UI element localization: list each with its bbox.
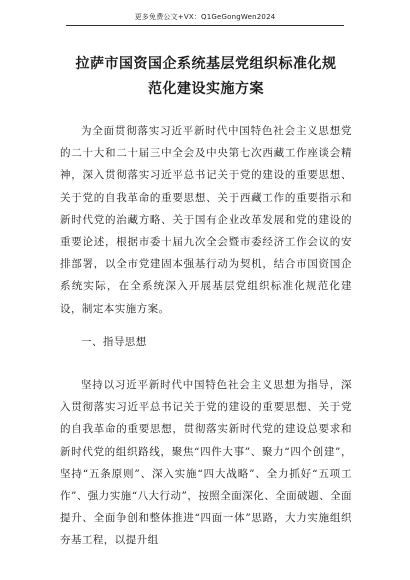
header-note: 更多免费公文+VX：Q1GeGongWen2024 bbox=[134, 13, 276, 21]
section-heading-guiding-ideology: 一、指导思想 bbox=[81, 336, 147, 348]
document-title: 拉萨市国资国企系统基层党组织标准化规范化建设实施方案 bbox=[75, 56, 337, 97]
guiding-ideology-paragraph: 坚持以习近平新时代中国特色社会主义思想为指导，深入贯彻落实习近平总书记关于党的建设的重要思想、关于党的自我革命的重要思想，贯彻落实新时代党的建设总要求和新时代党的组织路线，聚焦“四件大事”、聚力“四个创建”，坚持“五条原则”、深入实施“四大战略”、全力抓好“五项工作”、强力实施“八大行动”，按照全面深化、全面破题、全面提升、全面争创和整体推进“四面一体”思路，大力实施组织夯基工程，以提升组 bbox=[60, 379, 352, 547]
intro-paragraph: 为全面贯彻落实习近平新时代中国特色社会主义思想党的二十大和二十届三中全会及中央第七次西藏工作座谈会精神，深入贯彻落实习近平总书记关于党的建设的重要思想、关于党的自我革命的重要思想、关于西藏工作的重要指示和新时代党的治藏方略、关于国有企业改革发展和党的建设的重要论述，根据市委十届九次全会暨市委经济工作会议的安排部署，以全市党建固本强基行动为契机，结合市国资国企系统实际，在全系统深入开展基层党组织标准化规范化建设，制定本实施方案。 bbox=[60, 125, 352, 315]
header-divider bbox=[66, 25, 344, 26]
